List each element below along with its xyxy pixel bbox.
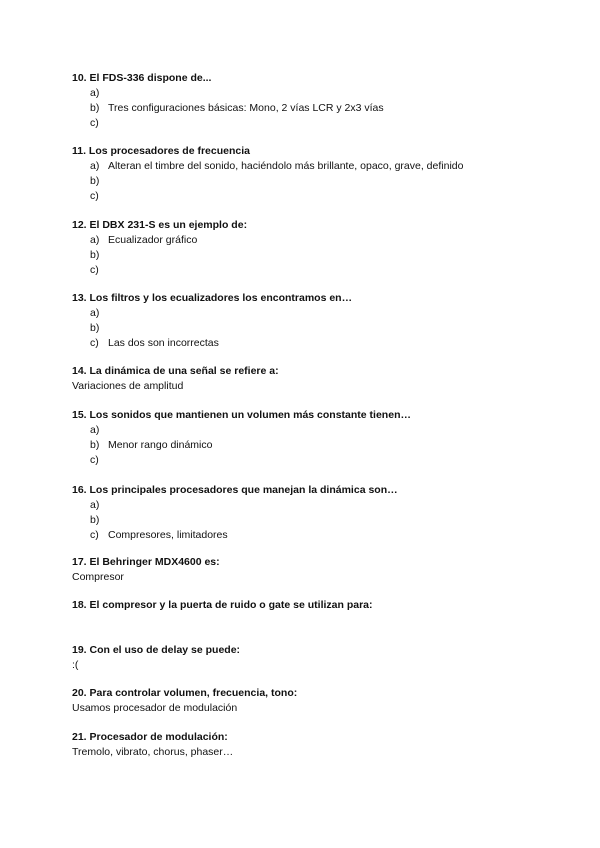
- option-a: a): [90, 87, 100, 99]
- question-14: [72, 364, 542, 394]
- question-title: 21. Procesador de modulación:: [72, 731, 228, 743]
- question-title: 14. La dinámica de una señal se refiere a:: [72, 365, 279, 377]
- question-title: 13. Los filtros y los ecualizadores los encontramos en…: [72, 292, 353, 304]
- question-21: [72, 730, 542, 760]
- option-b: b): [90, 322, 100, 334]
- question-20: [72, 686, 542, 716]
- option-a: a): [90, 499, 100, 511]
- option-c: c): [90, 117, 99, 129]
- option-b: b): [90, 249, 100, 261]
- question-title: 10. El FDS-336 dispone de...: [72, 72, 212, 84]
- option-b: b) Menor rango dinámico: [90, 439, 213, 451]
- option-c: c): [90, 264, 99, 276]
- option-c: c) Compresores, limitadores: [90, 529, 228, 541]
- question-17: [72, 555, 542, 585]
- question-16: [72, 483, 542, 543]
- question-title: 20. Para controlar volumen, frecuencia, tono:: [72, 687, 298, 699]
- question-19: [72, 643, 542, 673]
- question-title: 17. El Behringer MDX4600 es:: [72, 556, 220, 568]
- question-title: 16. Los principales procesadores que manejan la dinámica son…: [72, 484, 398, 496]
- option-a: a) Alteran el timbre del sonido, haciéndolo más brillante, opaco, grave, definido: [90, 160, 464, 172]
- question-18: [72, 598, 542, 613]
- answer-text: Variaciones de amplitud: [72, 380, 184, 392]
- option-c: c): [90, 454, 99, 466]
- question-title: 11. Los procesadores de frecuencia: [72, 145, 250, 157]
- question-title: 15. Los sonidos que mantienen un volumen más constante tienen…: [72, 409, 411, 421]
- question-title: 12. El DBX 231-S es un ejemplo de:: [72, 219, 248, 231]
- question-12: [72, 218, 542, 278]
- answer-text: Tremolo, vibrato, chorus, phaser…: [72, 746, 234, 758]
- question-13: [72, 291, 542, 351]
- option-a: a): [90, 307, 100, 319]
- option-c: c): [90, 190, 99, 202]
- answer-text: :(: [72, 659, 79, 671]
- option-c: c) Las dos son incorrectas: [90, 337, 219, 349]
- question-10: [72, 71, 542, 131]
- question-title: 19. Con el uso de delay se puede:: [72, 644, 241, 656]
- option-b: b) Tres configuraciones básicas: Mono, 2 vías LCR y 2x3 vías: [90, 102, 384, 114]
- question-15: [72, 408, 542, 468]
- option-b: b): [90, 514, 100, 526]
- question-11: [72, 144, 542, 204]
- question-title: 18. El compresor y la puerta de ruido o gate se utilizan para:: [72, 599, 373, 611]
- option-a: a) Ecualizador gráfico: [90, 234, 198, 246]
- answer-text: Compresor: [72, 571, 124, 583]
- answer-text: Usamos procesador de modulación: [72, 702, 238, 714]
- option-a: a): [90, 424, 100, 436]
- option-b: b): [90, 175, 100, 187]
